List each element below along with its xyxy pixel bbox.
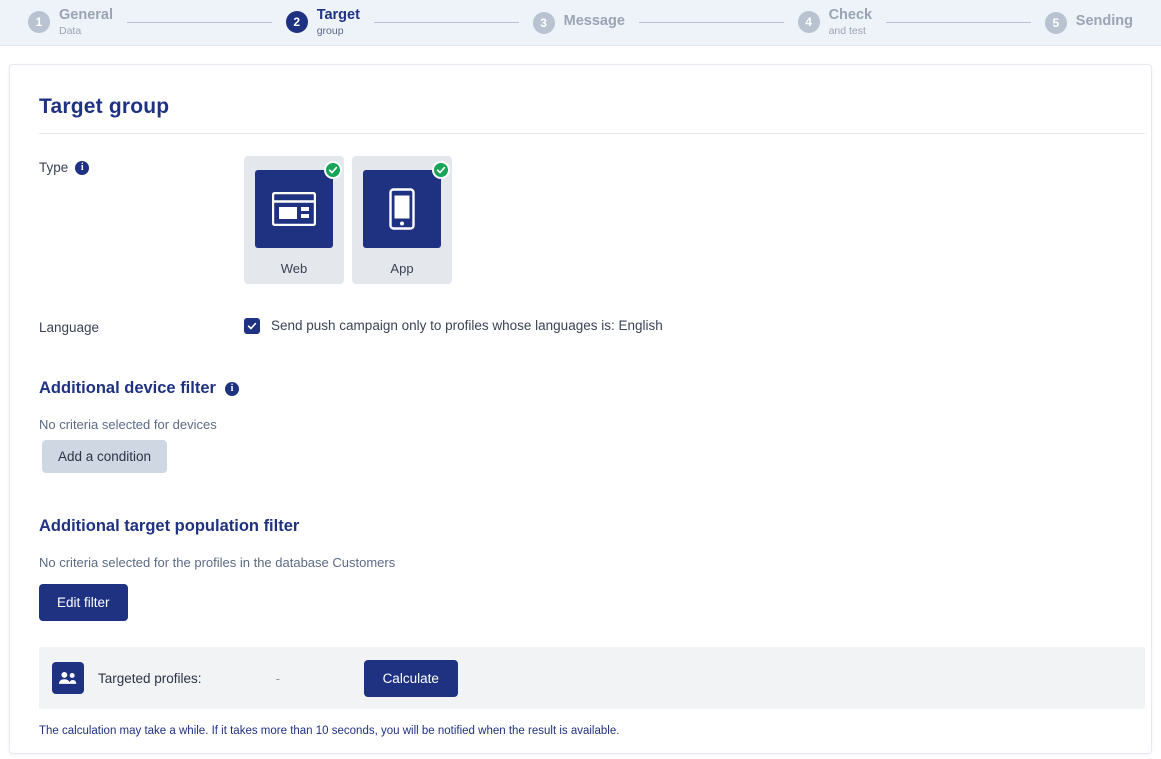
- step-text: [1076, 14, 1133, 31]
- info-icon[interactable]: i: [75, 161, 89, 175]
- step-subtitle: group: [316, 24, 344, 37]
- step-message[interactable]: [533, 12, 625, 34]
- targeted-profiles-value: -: [275, 670, 280, 686]
- type-row: [39, 156, 1132, 284]
- step-title: General: [59, 7, 113, 24]
- selected-check-icon: [432, 161, 450, 179]
- step-connector: [639, 22, 784, 23]
- step-number: 2: [286, 11, 308, 33]
- type-label-group: [39, 156, 244, 175]
- population-filter-note: No criteria selected for the profiles in the database Customers: [39, 555, 396, 570]
- language-description: Send push campaign only to profiles whose languages is: English: [271, 318, 663, 333]
- info-icon[interactable]: i: [225, 382, 239, 396]
- browser-window-icon: [255, 170, 333, 248]
- step-text: [317, 8, 360, 36]
- step-text: [829, 8, 873, 36]
- step-title: Message: [563, 12, 625, 29]
- step-sending[interactable]: [1045, 12, 1133, 34]
- language-row: [39, 316, 1132, 335]
- type-tile-app[interactable]: [352, 156, 452, 284]
- calculation-note: The calculation may take a while. If it takes more than 10 seconds, you will be notified when the result is available.: [39, 725, 620, 737]
- language-label: Language: [39, 320, 100, 335]
- step-general[interactable]: [28, 8, 113, 36]
- step-title: Target: [316, 7, 360, 24]
- step-connector: [127, 22, 272, 23]
- edit-filter-button[interactable]: Edit filter: [39, 584, 128, 621]
- people-group-icon: [52, 662, 84, 694]
- calculate-button[interactable]: Calculate: [364, 660, 458, 697]
- step-subtitle: and test: [828, 24, 866, 37]
- mobile-phone-icon: [363, 170, 441, 248]
- step-title: Sending: [1075, 12, 1133, 29]
- title-divider: [39, 133, 1145, 134]
- step-subtitle: Data: [59, 24, 82, 37]
- population-filter-title: Additional target population filter: [39, 517, 300, 535]
- step-text: [564, 14, 625, 31]
- type-label: Type: [39, 160, 69, 175]
- page-title: Target group: [39, 95, 170, 118]
- add-condition-button[interactable]: Add a condition: [42, 440, 167, 473]
- target-group-card: [9, 64, 1152, 754]
- step-number: 1: [28, 11, 50, 33]
- step-title: Check: [828, 7, 873, 24]
- wizard-stepper: [0, 0, 1161, 46]
- step-number: 5: [1045, 12, 1067, 34]
- step-check[interactable]: [798, 8, 873, 36]
- device-filter-note: No criteria selected for devices: [39, 417, 217, 432]
- type-tiles: [244, 156, 452, 284]
- type-tile-label: App: [390, 261, 414, 276]
- step-connector: [886, 22, 1031, 23]
- step-number: 3: [533, 12, 555, 34]
- step-connector: [374, 22, 519, 23]
- device-filter-title-group: [39, 379, 1132, 398]
- targeted-profiles-label: Targeted profiles:: [98, 670, 202, 686]
- device-filter-title: Additional device filter: [39, 379, 216, 397]
- language-checkbox[interactable]: [244, 318, 260, 334]
- step-text: [59, 8, 113, 36]
- type-tile-web[interactable]: [244, 156, 344, 284]
- type-tile-label: Web: [280, 261, 308, 276]
- step-target[interactable]: [286, 8, 360, 36]
- targeted-profiles-bar: [39, 647, 1145, 709]
- selected-check-icon: [324, 161, 342, 179]
- step-number: 4: [798, 11, 820, 33]
